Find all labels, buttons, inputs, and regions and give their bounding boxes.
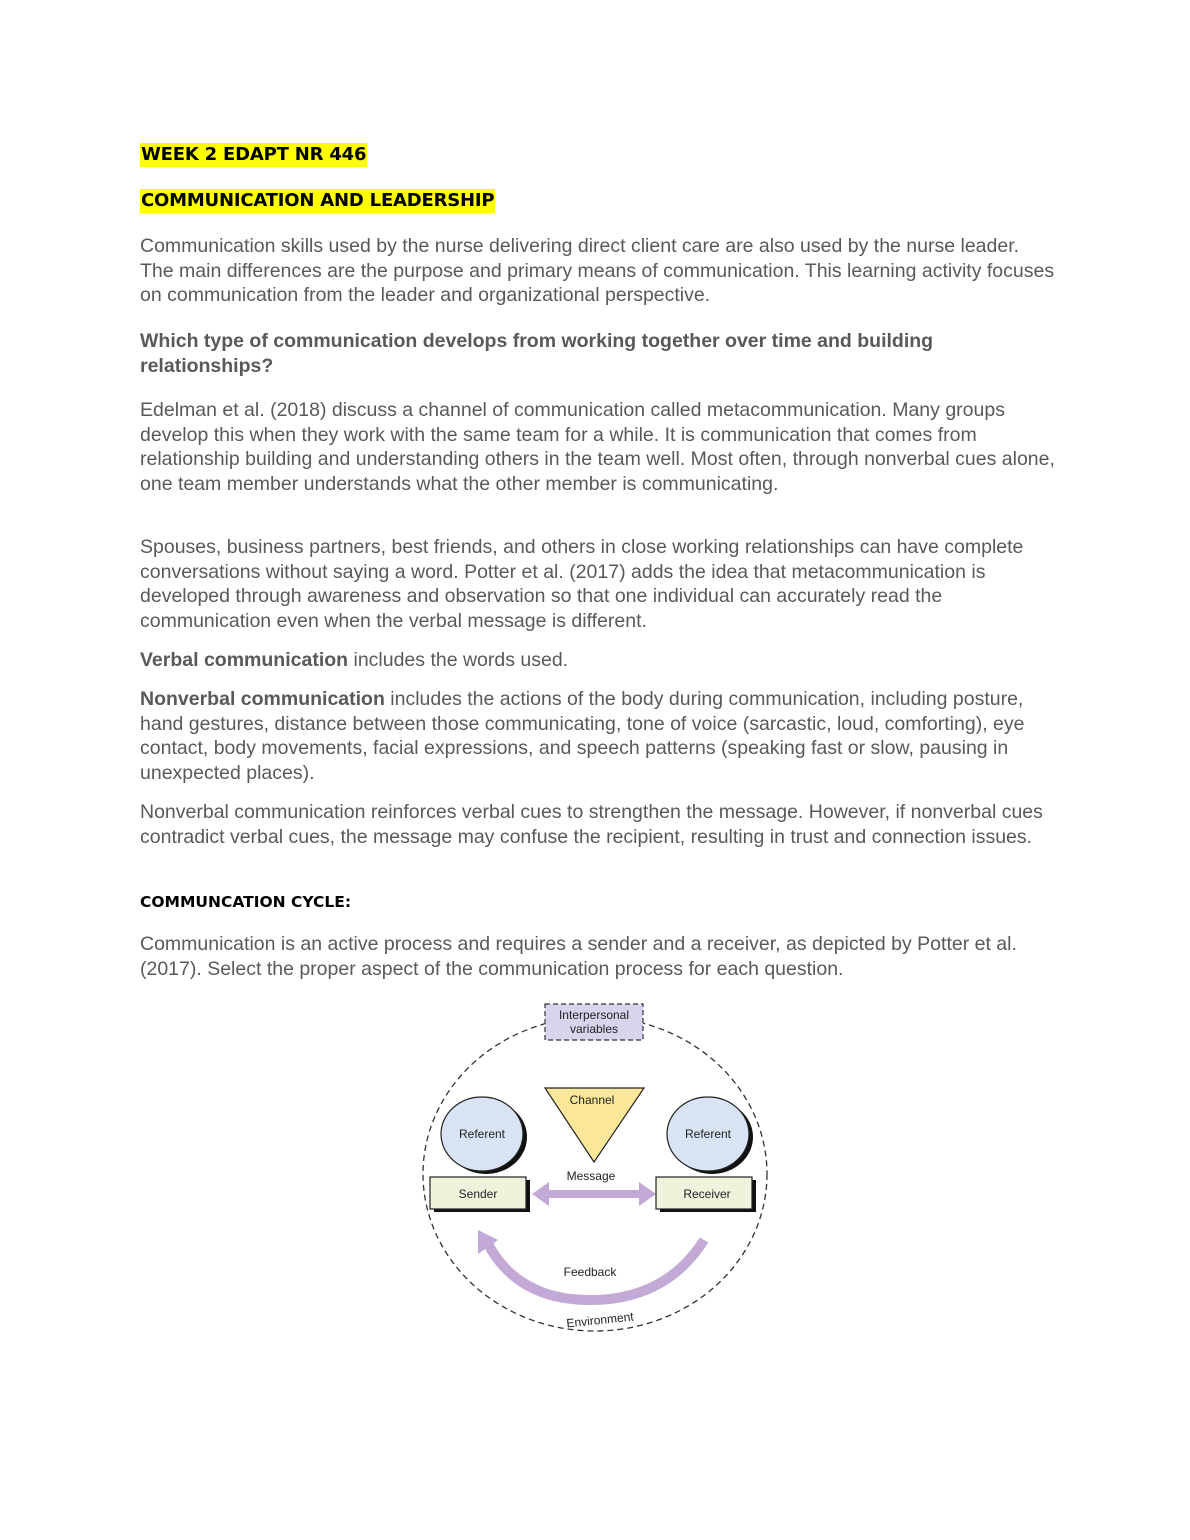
- intro-paragraph: Communication skills used by the nurse delivering direct client care are also used by the nurse leader. The main differences are the purpose and primary means of communication. This learning activity focuses on communication from the leader and organizational perspective.: [140, 235, 1055, 307]
- nonverbal-term: Nonverbal communication: [140, 688, 385, 710]
- nonverbal-definition: includes the actions of the body during communication, including posture, hand gestures, distance between those communicating, tone of voice (sarcastic, loud, comforting), eye contact, body movements, facial expressions, and speech patterns (speaking fast or slow, pausing in unexpected places).: [140, 688, 1025, 784]
- communication-cycle-diagram: [418, 1000, 772, 1340]
- interpersonal-label-2: variables: [569, 1022, 619, 1036]
- channel-label: Channel: [569, 1093, 615, 1107]
- reinforcement-paragraph: Nonverbal communication reinforces verbal cues to strengthen the message. However, if nonverbal cues contradict verbal cues, the message may confuse the recipient, resulting in trust and connection issues.: [140, 801, 1043, 848]
- message-arrow-left-head: [532, 1182, 549, 1206]
- cycle-paragraph: Communication is an active process and requires a sender and a receiver, as depicted by Potter et al. (2017). Select the proper aspect of the communication process for each question.: [140, 933, 1017, 980]
- message-label: Message: [566, 1169, 616, 1183]
- document-subtitle: COMMUNICATION AND LEADERSHIP: [141, 190, 495, 211]
- referent-left-label: Referent: [458, 1127, 506, 1141]
- sender-label: Sender: [458, 1187, 498, 1201]
- verbal-term: Verbal communication: [140, 649, 349, 671]
- receiver-label: Receiver: [683, 1187, 731, 1201]
- metacommunication-paragraph: Edelman et al. (2018) discuss a channel of communication called metacommunication. Many groups develop this when they work with the same team for a while. It is communication that comes from relationship building and understanding others in the team well. Most often, through nonverbal cues alone, one team member understands what the other member is communicating.: [140, 399, 1055, 495]
- nonverbal-paragraph: [140, 687, 1055, 785]
- environment-label: Environment: [565, 1309, 635, 1331]
- feedback-label: Feedback: [563, 1265, 617, 1279]
- question-heading: Which type of communication develops from working together over time and building relationships?: [140, 330, 934, 377]
- cycle-heading: COMMUNCATION CYCLE:: [140, 893, 352, 911]
- referent-right-label: Referent: [684, 1127, 732, 1141]
- interpersonal-label-1: Interpersonal: [558, 1008, 630, 1022]
- document-title: WEEK 2 EDAPT NR 446: [141, 144, 367, 165]
- verbal-paragraph: [140, 648, 1055, 673]
- verbal-definition: includes the words used.: [348, 649, 569, 671]
- relationships-paragraph: Spouses, business partners, best friends, and others in close working relationships can have complete conversations without saying a word. Potter et al. (2017) adds the idea that metacommunication is developed through awareness and observation so that one individual can accurately read the communication even when the verbal message is different.: [140, 536, 1024, 632]
- message-arrow-right-head: [639, 1182, 656, 1206]
